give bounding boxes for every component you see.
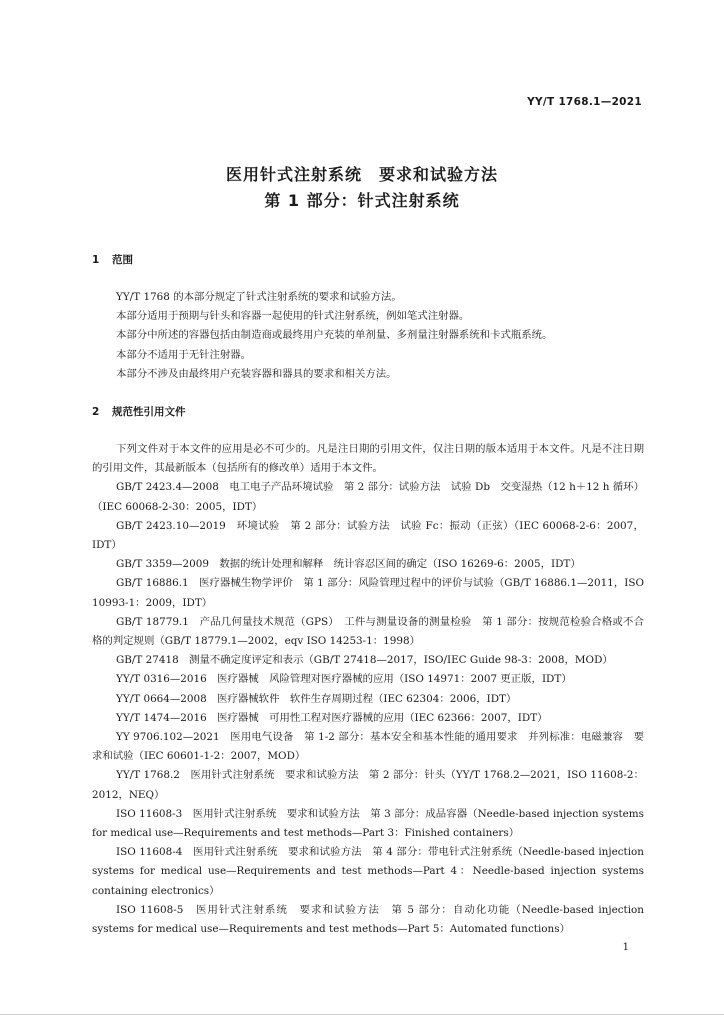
reference-entry: GB/T 27418 测量不确定度评定和表示（GB/T 27418—2017，ISO/IEC Guide 98-3：2008，MOD） [116,654,613,667]
document-subtitle: 第 1 部分：针式注射系统 [264,191,460,210]
reference-entry: GB/T 3359—2009 数据的统计处理和解释 统计容忍区间的确定（ISO 16269-6：2005，IDT） [116,558,581,571]
reference-entry: YY/T 0316—2016 医疗器械 风险管理对医疗器械的应用（ISO 14971：2007 更正版，IDT） [116,673,572,686]
paragraph: 本部分不涉及由最终用户充装容器和器具的要求和相关方法。 [116,367,397,380]
page-edge-divider [0,1014,724,1015]
reference-entry: GB/T 16886.1 医疗器械生物学评价 第 1 部分：风险管理过程中的评价与试验（GB/T 16886.1—2011，ISO 10993-1：2009，IDT） [92,577,644,609]
paragraph: 本部分中所述的容器包括由制造商或最终用户充装的单剂量、多剂量注射器系统和卡式瓶系统。 [116,329,553,342]
reference-entry: YY/T 1474—2016 医疗器械 可用性工程对医疗器械的应用（IEC 62366：2007，IDT） [116,711,548,724]
section-heading-scope [92,252,133,267]
section-title: 范围 [112,254,133,266]
section-title: 规范性引用文件 [112,406,186,418]
paragraph: 本部分适用于预期与针头和容器一起使用的针式注射系统，例如笔式注射器。 [116,310,470,323]
scope-section-body [92,288,644,384]
paragraph: 下列文件对于本文件的应用是必不可少的。凡是注日期的引用文件，仅注日期的版本适用于本文件。凡是不注日期的引用文件，其最新版本（包括所有的修改单）适用于本文件。 [92,443,644,475]
reference-entry: YY/T 0664—2008 医疗器械软件 软件生存周期过程（IEC 62304：2006，IDT） [116,692,517,705]
reference-entry: ISO 11608-4 医用针式注射系统 要求和试验方法 第 4 部分：带电针式注射系统（Needle-based injection systems for medical use—Requirements and test methods—Part 4：Needle-based injection systems containing electronics） [92,846,644,897]
reference-entry: ISO 11608-3 医用针式注射系统 要求和试验方法 第 3 部分：成品容器（Needle-based injection systems for medical use—Requirements and test methods—Part 3：Finished containers） [92,807,644,840]
paragraph: YY/T 1768 的本部分规定了针式注射系统的要求和试验方法。 [116,291,402,303]
reference-entry: GB/T 18779.1 产品几何量技术规范（GPS） 工件与测量设备的测量检验 第 1 部分：按规范检验合格或不合格的判定规则（GB/T 18779.1—2002，eqv ISO 14253-1：1998） [92,615,644,648]
reference-entry: ISO 11608-5 医用针式注射系统 要求和试验方法 第 5 部分：自动化功能（Needle-based injection systems for medical use—Requirements and test methods—Part 5：Automated functions） [92,903,644,936]
reference-entry: YY 9706.102—2021 医用电气设备 第 1-2 部分：基本安全和基本性能的通用要求 并列标准：电磁兼容 要求和试验（IEC 60601-1-2：2007，MOD） [92,731,644,763]
section-number: 2 [92,406,100,418]
paragraph: 本部分不适用于无针注射器。 [116,348,252,361]
page-number: 1 [622,942,629,953]
reference-entry: GB/T 2423.10—2019 环境试验 第 2 部分：试验方法 试验 Fc：振动（正弦）（IEC 60068-2-6：2007，IDT） [92,519,644,552]
document-title: 医用针式注射系统 要求和试验方法 [225,165,498,184]
section-heading-normative-references [92,404,186,419]
section-number: 1 [92,254,100,266]
reference-entry: YY/T 1768.2 医用针式注射系统 要求和试验方法 第 2 部分：针头（YY/T 1768.2—2021，ISO 11608-2：2012，NEQ） [92,769,644,801]
references-section-body [92,440,644,939]
standard-code: YY/T 1768.1—2021 [527,96,642,108]
reference-entry: GB/T 2423.4—2008 电工电子产品环境试验 第 2 部分：试验方法 试验 Db 交变湿热（12 h＋12 h 循环）（IEC 60068-2-30：2005，IDT） [92,481,644,513]
